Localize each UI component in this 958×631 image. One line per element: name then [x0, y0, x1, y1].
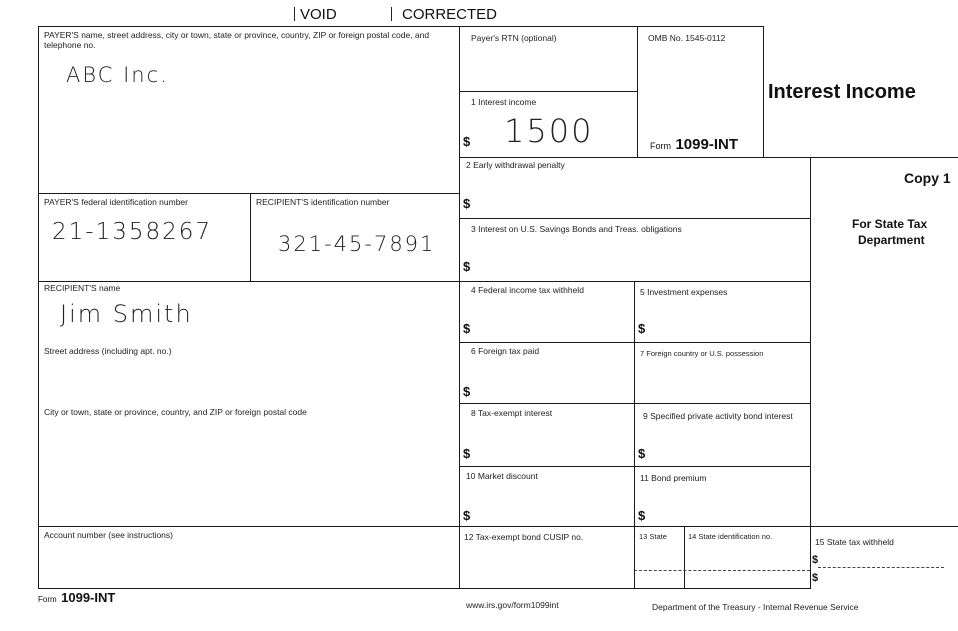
divider-omb-right: [763, 26, 764, 158]
footer-form-name: [38, 589, 115, 607]
copy-desc-2: Department: [858, 233, 925, 247]
recipient-name-label: RECIPIENT'S name: [44, 283, 121, 293]
box11-dollar: $: [638, 508, 646, 523]
box15-dollar-1: $: [812, 554, 819, 566]
form-name: [650, 136, 738, 154]
divider-right-col: [810, 157, 811, 589]
bottom-border: [38, 588, 810, 589]
box10-dollar: $: [463, 508, 471, 523]
box3-dollar: $: [463, 259, 471, 274]
street-address-label: Street address (including apt. no.): [44, 346, 172, 356]
footer-form-number: 1099-INT: [61, 590, 116, 605]
box15-dollar-2: $: [812, 572, 819, 584]
box3-label: 3 Interest on U.S. Savings Bonds and Treas. obligations: [471, 224, 682, 234]
box7-label: 7 Foreign country or U.S. possession: [640, 349, 764, 358]
payer-info-label: PAYER'S name, street address, city or town, state or province, country, ZIP or foreign postal code, and telephone no.: [44, 30, 430, 50]
dash-line-15: [818, 567, 944, 568]
divider-box10-bottom: [459, 526, 958, 527]
recipient-name-value[interactable]: Jim Smith: [60, 300, 193, 328]
divider-rtn-bottom: [459, 91, 637, 92]
divider-box3-bottom: [459, 281, 811, 282]
top-border: [38, 26, 764, 27]
corrected-checkbox[interactable]: [391, 7, 394, 21]
city-label: City or town, state or province, country, and ZIP or foreign postal code: [44, 407, 307, 417]
payer-fid-value[interactable]: 21-1358267: [52, 219, 212, 245]
box9-dollar: $: [638, 446, 646, 461]
divider-fid-col: [250, 193, 251, 281]
divider-box8-bottom: [459, 466, 811, 467]
corrected-label: CORRECTED: [402, 6, 498, 23]
divider-box1-bottom: [459, 157, 811, 158]
divider-copy-top: [810, 157, 958, 158]
divider-main-col: [459, 26, 460, 588]
form-title: Interest Income: [768, 81, 916, 103]
divider-box2-bottom: [459, 218, 811, 219]
box10-label: 10 Market discount: [466, 471, 538, 481]
box1-dollar: $: [463, 134, 471, 149]
form-name-number: 1099-INT: [675, 136, 738, 153]
divider-account-top: [38, 526, 460, 527]
omb-number: OMB No. 1545-0112: [648, 33, 726, 43]
divider-box14-col: [684, 526, 685, 588]
divider-box4-bottom: [459, 342, 811, 343]
recipient-id-label: RECIPIENT'S identification number: [256, 197, 390, 207]
irs-website: www.irs.gov/form1099int: [466, 600, 559, 610]
box1-label: 1 Interest income: [471, 97, 537, 107]
void-label: VOID: [300, 6, 337, 23]
divider-omb-col: [637, 26, 638, 158]
box12-label: 12 Tax-exempt bond CUSIP no.: [464, 532, 584, 542]
divider-ids-bottom: [38, 281, 460, 282]
left-border: [38, 26, 39, 588]
divider-pair-col: [634, 281, 635, 588]
payer-name-value[interactable]: ABC Inc.: [66, 63, 169, 87]
box6-label: 6 Foreign tax paid: [471, 346, 540, 356]
payer-rtn-label: Payer's RTN (optional): [471, 33, 557, 43]
box14-label: 14 State identification no.: [688, 532, 773, 541]
box4-label: 4 Federal income tax withheld: [471, 285, 584, 295]
box5-dollar: $: [638, 321, 646, 336]
payer-fid-label: PAYER'S federal identification number: [44, 197, 188, 207]
divider-payer-bottom: [38, 193, 460, 194]
copy-label: Copy 1: [904, 170, 951, 186]
box11-label: 11 Bond premium: [640, 473, 707, 483]
recipient-id-value[interactable]: 321-45-7891: [278, 232, 436, 256]
box9-label: 9 Specified private activity bond interest: [643, 411, 793, 421]
divider-box6-bottom: [459, 403, 811, 404]
box6-dollar: $: [463, 384, 471, 399]
box13-label: 13 State: [639, 532, 667, 541]
box4-dollar: $: [463, 321, 471, 336]
void-checkbox[interactable]: [286, 7, 295, 21]
box8-dollar: $: [463, 446, 471, 461]
box8-label: 8 Tax-exempt interest: [471, 408, 553, 418]
form-name-prefix: Form: [650, 141, 671, 151]
box2-dollar: $: [463, 196, 471, 211]
box2-label: 2 Early withdrawal penalty: [466, 160, 565, 170]
copy-desc-1: For State Tax: [852, 217, 928, 231]
box1-value[interactable]: 1500: [504, 112, 594, 150]
footer-form-prefix: Form: [38, 595, 57, 604]
account-number-label: Account number (see instructions): [44, 530, 173, 540]
dash-line-13-14: [634, 570, 810, 571]
box15-label: 15 State tax withheld: [815, 537, 894, 547]
box5-label: 5 Investment expenses: [640, 287, 728, 297]
treasury-department: Department of the Treasury - Internal Revenue Service: [652, 602, 859, 612]
